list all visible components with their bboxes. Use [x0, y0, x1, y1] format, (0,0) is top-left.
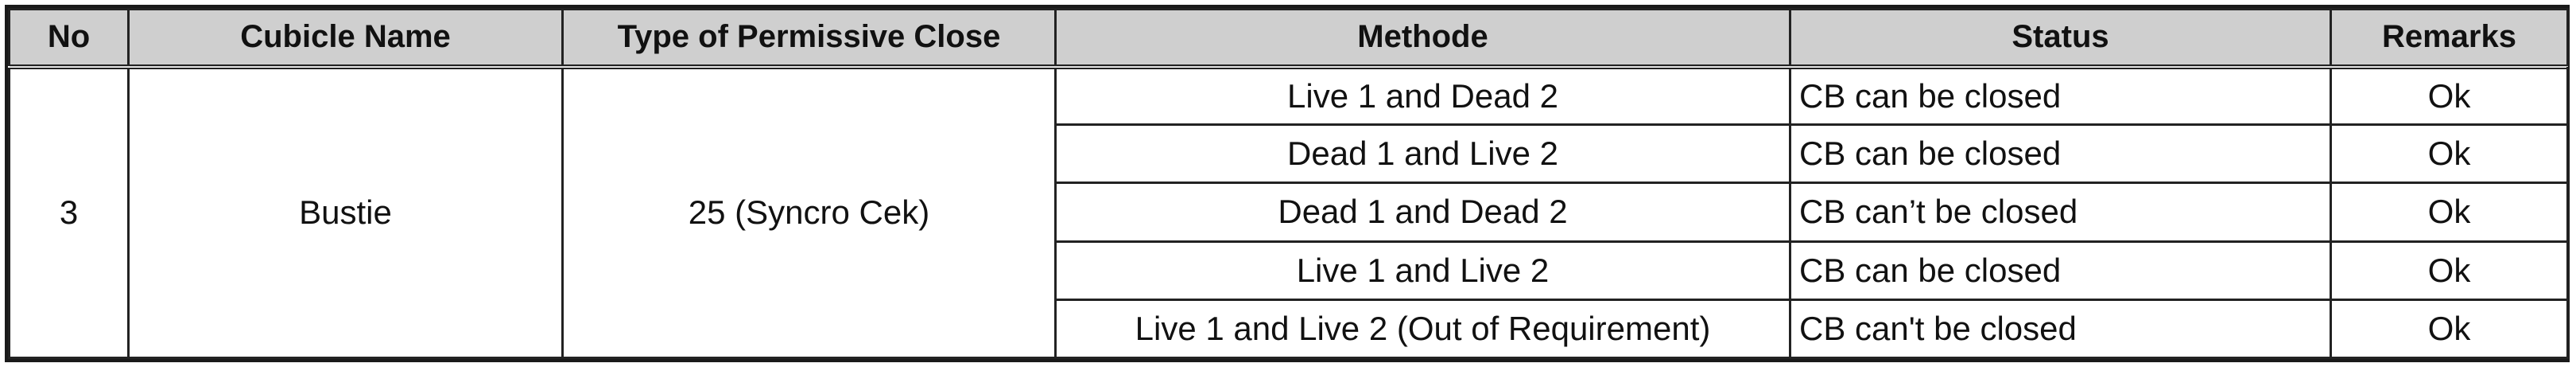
cell-remarks: Ok	[2331, 241, 2568, 299]
header-cubicle-name: Cubicle Name	[129, 10, 563, 67]
cell-no: 3	[10, 67, 129, 358]
cell-remarks: Ok	[2331, 67, 2568, 125]
cell-status: CB can be closed	[1790, 241, 2331, 299]
header-status: Status	[1790, 10, 2331, 67]
permissive-close-table	[8, 8, 2569, 359]
permissive-close-table-frame	[5, 5, 2570, 362]
cell-methode: Live 1 and Live 2 (Out of Requirement)	[1056, 299, 1790, 357]
cell-methode: Live 1 and Dead 2	[1056, 67, 1790, 125]
cell-cubicle-name: Bustie	[129, 67, 563, 358]
cell-status: CB can be closed	[1790, 125, 2331, 183]
header-remarks: Remarks	[2331, 10, 2568, 67]
header-no: No	[10, 10, 129, 67]
cell-remarks: Ok	[2331, 183, 2568, 241]
header-methode: Methode	[1056, 10, 1790, 67]
cell-status: CB can be closed	[1790, 67, 2331, 125]
table-header-row	[10, 10, 2568, 67]
cell-remarks: Ok	[2331, 125, 2568, 183]
table-row	[10, 67, 2568, 125]
cell-status: CB can’t be closed	[1790, 183, 2331, 241]
cell-status: CB can't be closed	[1790, 299, 2331, 357]
cell-methode: Dead 1 and Dead 2	[1056, 183, 1790, 241]
cell-remarks: Ok	[2331, 299, 2568, 357]
header-type-of-permissive-close: Type of Permissive Close	[563, 10, 1056, 67]
cell-methode: Dead 1 and Live 2	[1056, 125, 1790, 183]
cell-methode: Live 1 and Live 2	[1056, 241, 1790, 299]
cell-type-of-permissive-close: 25 (Syncro Cek)	[563, 67, 1056, 358]
